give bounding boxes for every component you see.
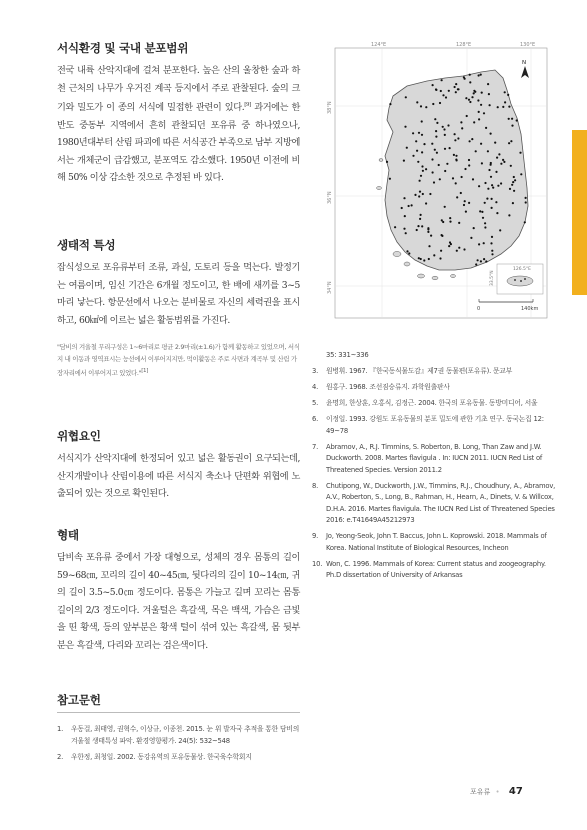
occurrence-point	[434, 118, 436, 120]
occurrence-point	[418, 195, 420, 197]
occurrence-point	[458, 222, 460, 224]
occurrence-point	[471, 96, 473, 98]
occurrence-point	[439, 257, 441, 259]
occurrence-point	[483, 242, 485, 244]
occurrence-point	[473, 121, 475, 123]
occurrence-point	[524, 221, 526, 223]
occurrence-point	[510, 165, 512, 167]
occurrence-point	[449, 241, 451, 243]
reference-item: 5. 윤명희, 한상훈, 오홍식, 김정근. 2004. 한국의 포유동물. 동방미디어, 서울	[312, 399, 538, 407]
jeju-inset	[489, 264, 543, 294]
occurrence-point	[491, 207, 493, 209]
occurrence-point	[460, 121, 462, 123]
occurrence-point	[490, 133, 492, 135]
occurrence-point	[414, 194, 416, 196]
occurrence-point	[422, 170, 424, 172]
occurrence-point	[433, 181, 435, 183]
occurrence-point	[491, 253, 493, 255]
occurrence-point	[496, 157, 498, 159]
occurrence-point	[431, 158, 433, 160]
occurrence-point	[432, 103, 434, 105]
occurrence-point	[472, 178, 474, 180]
occurrence-point	[480, 104, 482, 106]
lat-label: 34°N	[327, 281, 333, 294]
occurrence-point	[487, 188, 489, 190]
occurrence-point	[403, 228, 405, 230]
occurrence-point	[445, 96, 447, 98]
occurrence-point	[419, 180, 421, 182]
occurrence-point	[491, 236, 493, 238]
occurrence-point	[484, 202, 486, 204]
occurrence-point	[516, 119, 518, 121]
occurrence-point	[425, 168, 427, 170]
occurrence-point	[418, 257, 420, 259]
reference-item: 9. Jo, Yeong-Seok, John T. Baccus, John L. Koprowski. 2018. Mammals of Korea. National Institute of Biological Resources, Incheon	[312, 532, 547, 552]
occurrence-point	[525, 197, 527, 199]
occurrence-point	[486, 198, 488, 200]
occurrence-point	[513, 176, 515, 178]
occurrence-point	[465, 97, 467, 99]
occurrence-point	[421, 120, 423, 122]
occurrence-point	[483, 112, 485, 114]
habitat-body: 전국 내륙 산악지대에 걸쳐 분포한다. 높은 산의 울창한 숲과 하천 근처의 나무가 우거진 계곡 등지에서 주로 관찰된다. 숲의 크기와 밀도가 이 종의 서식에 밀접한 관련이 있다.[9] 과거에는 한반도 중동부 지역에서 흔히 관찰되던 포유류 중 하나였으나, 1980년대부터 산림 파괴에 따른 서식공간 부족으로 남부 지방에서는 개체군이 급감했고, 분포역도 감소했다. 1950년 이전에 비해 50% 이상 감소한 것으로 추정된 바 있다.	[57, 65, 300, 184]
occurrence-point	[471, 138, 473, 140]
reference-item: 3. 원병휘. 1967. 『한국동식물도감』제7권 동물편(포유류). 문교부	[312, 367, 513, 375]
occurrence-point	[468, 99, 470, 101]
references-list	[312, 366, 558, 582]
occurrence-point	[477, 99, 479, 101]
occurrence-point	[484, 182, 486, 184]
occurrence-point	[482, 217, 484, 219]
occurrence-point	[403, 160, 405, 162]
occurrence-point	[497, 185, 499, 187]
occurrence-point	[500, 163, 502, 165]
occurrence-point	[423, 143, 425, 145]
occurrence-point	[420, 214, 422, 216]
occurrence-point	[513, 190, 515, 192]
occurrence-point	[412, 132, 414, 134]
reference-item: 6. 이정일. 1993. 강원도 포유동물의 분포 밀도에 관한 기초 연구. 동국논집 12: 49~78	[312, 415, 544, 435]
occurrence-point	[488, 93, 490, 95]
occurrence-point	[436, 152, 438, 154]
occurrence-point	[455, 91, 457, 93]
reference-item: 7. Abramov, A., R.J. Timmins, S. Roberton, B. Long, Than Zaw and J.W. Duckworth. 2008. Martes flavigula . In: IUCN 2011. IUCN Red List of Threatened Species. Version 2011.2	[312, 442, 543, 474]
occurrence-point	[433, 254, 435, 256]
inset-lon-label: 126.5°E	[513, 267, 531, 272]
occurrence-point	[421, 165, 423, 167]
occurrence-point	[490, 242, 492, 244]
occurrence-point	[470, 237, 472, 239]
occurrence-point	[520, 173, 522, 175]
occurrence-point	[416, 150, 418, 152]
occurrence-point	[478, 111, 480, 113]
occurrence-point	[511, 184, 513, 186]
occurrence-point	[404, 215, 406, 217]
occurrence-point	[428, 245, 430, 247]
occurrence-point	[448, 245, 450, 247]
occurrence-point	[511, 125, 513, 127]
threat-title: 위협요인	[57, 429, 101, 443]
occurrence-point	[448, 90, 450, 92]
occurrence-point	[499, 229, 501, 231]
occurrence-point	[416, 229, 418, 231]
occurrence-point	[434, 149, 436, 151]
morphology-title: 형태	[57, 528, 79, 542]
occurrence-point	[439, 102, 441, 104]
occurrence-point	[418, 132, 420, 134]
inset-lat-label: 33.5°N	[490, 270, 495, 286]
occurrence-point	[455, 83, 457, 85]
morphology-section	[57, 527, 300, 654]
occurrence-point	[408, 205, 410, 207]
occurrence-point	[447, 124, 449, 126]
occurrence-point	[464, 200, 466, 202]
occurrence-point	[502, 106, 504, 108]
references-list-right	[312, 350, 558, 586]
occurrence-point	[494, 142, 496, 144]
occurrence-point	[500, 182, 502, 184]
occurrence-point	[420, 258, 422, 260]
occurrence-point	[484, 226, 486, 228]
occurrence-point	[519, 152, 521, 154]
occurrence-point	[463, 204, 465, 206]
occurrence-point	[456, 196, 458, 198]
occurrence-point	[490, 164, 492, 166]
occurrence-point	[422, 193, 424, 195]
occurrence-point	[478, 74, 480, 76]
occurrence-point	[507, 94, 509, 96]
occurrence-point	[421, 151, 423, 153]
occurrence-point	[444, 206, 446, 208]
occurrence-point	[509, 188, 511, 190]
lon-label: 124°E	[371, 42, 387, 48]
page-footer: 포유류 • 47	[470, 786, 523, 797]
reference-continuation: 35: 331~336	[326, 351, 369, 359]
occurrence-point	[468, 159, 470, 161]
occurrence-point	[461, 176, 463, 178]
occurrence-point	[464, 168, 466, 170]
occurrence-point	[481, 162, 483, 164]
occurrence-point	[504, 101, 506, 103]
occurrence-point	[468, 202, 470, 204]
occurrence-point	[425, 106, 427, 108]
occurrence-point	[435, 136, 437, 138]
lon-label: 130°E	[520, 42, 536, 48]
occurrence-point	[442, 94, 444, 96]
occurrence-point	[478, 185, 480, 187]
occurrence-point	[441, 79, 443, 81]
occurrence-point	[484, 222, 486, 224]
occurrence-point	[466, 115, 468, 117]
occurrence-point	[457, 88, 459, 90]
occurrence-point	[442, 126, 444, 128]
occurrence-point	[416, 101, 418, 103]
ecology-note-ref: [1]	[141, 368, 149, 374]
occurrence-point	[483, 258, 485, 260]
occurrence-point	[457, 137, 459, 139]
occurrence-point	[504, 91, 506, 93]
occurrence-point	[406, 250, 408, 252]
occurrence-point	[406, 147, 408, 149]
occurrence-point	[403, 197, 405, 199]
reference-item: 10. Won, C. 1996. Mammals of Korea: Current status and zoogeography. Ph.D dissertation of University of Arkansas	[312, 559, 546, 579]
ecology-body: 잡식성으로 포유류부터 조류, 과실, 도토리 등을 먹는다. 발정기는 여름이며, 임신 기간은 6개월 정도이고, 한 배에 새끼를 3~5마리 낳는다. 항문선에서 나오는 분비물로 자신의 세력권을 표시하고, 60㎢에 이르는 넓은 활동범위를 가진다.	[57, 262, 300, 326]
occurrence-point	[514, 179, 516, 181]
occurrence-point	[491, 250, 493, 252]
occurrence-point	[444, 170, 446, 172]
occurrence-point	[473, 92, 475, 94]
reference-item: 1. 우동걸, 최태영, 권혁수, 이상규, 이종천. 2015. 눈 위 발자국 추적을 통한 담비의 겨울철 생태특성 파악. 환경영향평가. 24(5): 532~548	[57, 725, 300, 745]
occurrence-point	[441, 219, 443, 221]
occurrence-point	[498, 153, 500, 155]
occurrence-point	[485, 127, 487, 129]
occurrence-point	[480, 143, 482, 145]
occurrence-point	[497, 106, 499, 108]
references-title: 참고문헌	[57, 693, 101, 707]
occurrence-point	[508, 142, 510, 144]
occurrence-point	[456, 250, 458, 252]
occurrence-point	[508, 214, 510, 216]
habitat-ref-mark: [9]	[244, 102, 251, 108]
occurrence-point	[411, 204, 413, 206]
occurrence-point	[432, 171, 434, 173]
occurrence-point	[495, 171, 497, 173]
occurrence-point	[431, 143, 433, 145]
occurrence-point	[405, 232, 407, 234]
occurrence-point	[491, 198, 493, 200]
occurrence-point	[421, 225, 423, 227]
occurrence-point	[429, 193, 431, 195]
reference-item: 8. Chutipong, W., Duckworth, J.W., Timmins, R.J., Choudhury, A., Abramov, A.V., Roberton, S., Long, B., Rahman, H., Hearn, A., Dinets, V. & Willcox, D.H.A. 2016. Martes flavigula. The IUCN Red List of Threatened Species 2016: e.T41649A45212973	[312, 481, 556, 524]
occurrence-point	[477, 259, 479, 261]
occurrence-point	[487, 150, 489, 152]
occurrence-point	[485, 260, 487, 262]
occurrence-point	[438, 164, 440, 166]
habitat-section	[57, 40, 300, 187]
occurrence-point	[495, 201, 497, 203]
occurrence-point	[463, 248, 465, 250]
occurrence-point	[491, 184, 493, 186]
lon-label: 128°E	[456, 42, 472, 48]
occurrence-point	[489, 104, 491, 106]
occurrence-point	[439, 178, 441, 180]
occurrence-point	[492, 187, 494, 189]
references-list-left	[57, 724, 300, 763]
occurrence-point	[449, 221, 451, 223]
ecology-section	[57, 237, 300, 379]
occurrence-point	[475, 263, 477, 265]
occurrence-point	[473, 227, 475, 229]
occurrence-point	[423, 259, 425, 261]
occurrence-point	[419, 191, 421, 193]
occurrence-point	[508, 118, 510, 120]
occurrence-point	[427, 228, 429, 230]
occurrence-point	[512, 202, 514, 204]
reference-item: 2. 우한정, 최청일. 2002. 동강유역의 포유동물상. 한국육수학회지	[57, 752, 252, 761]
north-label: N	[522, 60, 527, 66]
occurrence-point	[480, 74, 482, 76]
occurrence-point	[468, 164, 470, 166]
occurrence-point	[512, 181, 514, 183]
habitat-title: 서식환경 및 국내 분포범위	[57, 41, 189, 55]
occurrence-point	[389, 178, 391, 180]
ecology-note: "담비의 겨울철 무리구성은 1~6마리로 평균 2.9마리(±1.6)가 함께 활동하고 있었으며, 서식지 내 이동과 영역표시는 능선에서 이루어지지만, 먹이활동은 주로 사면과 계곡부 및 산림 가장자리에서 이루어지고 있었다."[1]	[57, 343, 300, 378]
ecology-title: 생태적 특성	[57, 238, 116, 252]
occurrence-point	[490, 176, 492, 178]
occurrence-point	[469, 101, 471, 103]
occurrence-point	[427, 231, 429, 233]
occurrence-point	[474, 91, 476, 93]
occurrence-point	[455, 182, 457, 184]
occurrence-point	[454, 86, 456, 88]
occurrence-point	[496, 212, 498, 214]
occurrence-point	[481, 92, 483, 94]
occurrence-point	[478, 118, 480, 120]
occurrence-point	[401, 207, 403, 209]
occurrence-point	[443, 128, 445, 130]
occurrence-point	[440, 90, 442, 92]
occurrence-point	[408, 252, 410, 254]
occurrence-point	[502, 159, 504, 161]
occurrence-point	[469, 81, 471, 83]
occurrence-point	[446, 163, 448, 165]
occurrence-point	[479, 210, 481, 212]
occurrence-point	[389, 103, 391, 105]
occurrence-point	[487, 83, 489, 85]
scale-end: 140km	[521, 306, 539, 312]
occurrence-point	[480, 260, 482, 262]
occurrence-point	[452, 177, 454, 179]
occurrence-point	[449, 147, 451, 149]
footer-label: 포유류	[470, 788, 491, 796]
occurrence-point	[435, 89, 437, 91]
occurrence-point	[469, 74, 471, 76]
occurrence-point	[461, 127, 463, 129]
occurrence-point	[430, 235, 432, 237]
korea-land	[385, 70, 528, 270]
occurrence-point	[510, 140, 512, 142]
occurrence-point	[440, 250, 442, 252]
occurrence-point	[463, 76, 465, 78]
occurrence-point	[420, 105, 422, 107]
occurrence-point	[508, 106, 510, 108]
occurrence-point	[455, 155, 457, 157]
occurrence-point	[449, 217, 451, 219]
occurrence-point	[488, 169, 490, 171]
occurrence-point	[525, 201, 527, 203]
scale-start: 0	[477, 306, 481, 312]
reference-item: 4. 원홍구. 1968. 조선짐승류지. 과학원출판사	[312, 383, 450, 391]
occurrence-point	[469, 140, 471, 142]
occurrence-point	[428, 258, 430, 260]
occurrence-point	[460, 192, 462, 194]
occurrence-point	[435, 130, 437, 132]
distribution-map	[327, 42, 547, 318]
occurrence-point	[415, 140, 417, 142]
occurrence-point	[436, 122, 438, 124]
occurrence-point	[417, 225, 419, 227]
occurrence-point	[444, 148, 446, 150]
occurrence-point	[425, 202, 427, 204]
occurrence-point	[386, 161, 388, 163]
occurrence-point	[421, 134, 423, 136]
occurrence-point	[405, 96, 407, 98]
occurrence-point	[453, 154, 455, 156]
occurrence-point	[420, 175, 422, 177]
occurrence-point	[465, 211, 467, 213]
references-divider	[57, 712, 300, 713]
occurrence-point	[454, 139, 456, 141]
references-section	[57, 692, 300, 768]
threat-section	[57, 428, 300, 503]
morphology-body: 담비속 포유류 중에서 가장 대형으로, 성체의 경우 몸통의 길이 59~68㎝, 꼬리의 길이 40~45㎝, 뒷다리의 길이 10~14㎝, 귀의 길이 3.5~5.0㎝ 정도이다. 몸통은 가늘고 길며 꼬리는 몸통 길이의 2/3 정도이다. 겨울털은 흑갈색, 목은 백색, 가슴은 금빛을 띤 황색, 등의 앞부분은 황색 털이 섞여 있는 흑갈색, 몸 뒷부분은 흑갈색, 다리와 꼬리는 검은색이다.	[57, 552, 300, 651]
occurrence-point	[458, 247, 460, 249]
occurrence-point	[481, 211, 483, 213]
lat-label: 36°N	[327, 191, 333, 204]
threat-body: 서식지가 산악지대에 한정되어 있고 넓은 활동권이 요구되는데, 산지개발이나 산림이용에 따른 서식지 축소나 단편화 위협에 노출되어 있는 것으로 확인된다.	[57, 453, 300, 499]
occurrence-point	[478, 243, 480, 245]
chapter-side-tab	[572, 130, 587, 295]
occurrence-point	[412, 155, 414, 157]
lat-label: 38°N	[327, 101, 333, 114]
occurrence-point	[444, 134, 446, 136]
occurrence-point	[419, 218, 421, 220]
occurrence-point	[441, 234, 443, 236]
occurrence-point	[394, 226, 396, 228]
occurrence-point	[454, 133, 456, 135]
occurrence-point	[404, 126, 406, 128]
occurrence-point	[417, 161, 419, 163]
page-number: 47	[508, 786, 523, 797]
occurrence-point	[456, 159, 458, 161]
occurrence-point	[503, 161, 505, 163]
occurrence-point	[511, 118, 513, 120]
occurrence-point	[475, 150, 477, 152]
occurrence-point	[432, 84, 434, 86]
